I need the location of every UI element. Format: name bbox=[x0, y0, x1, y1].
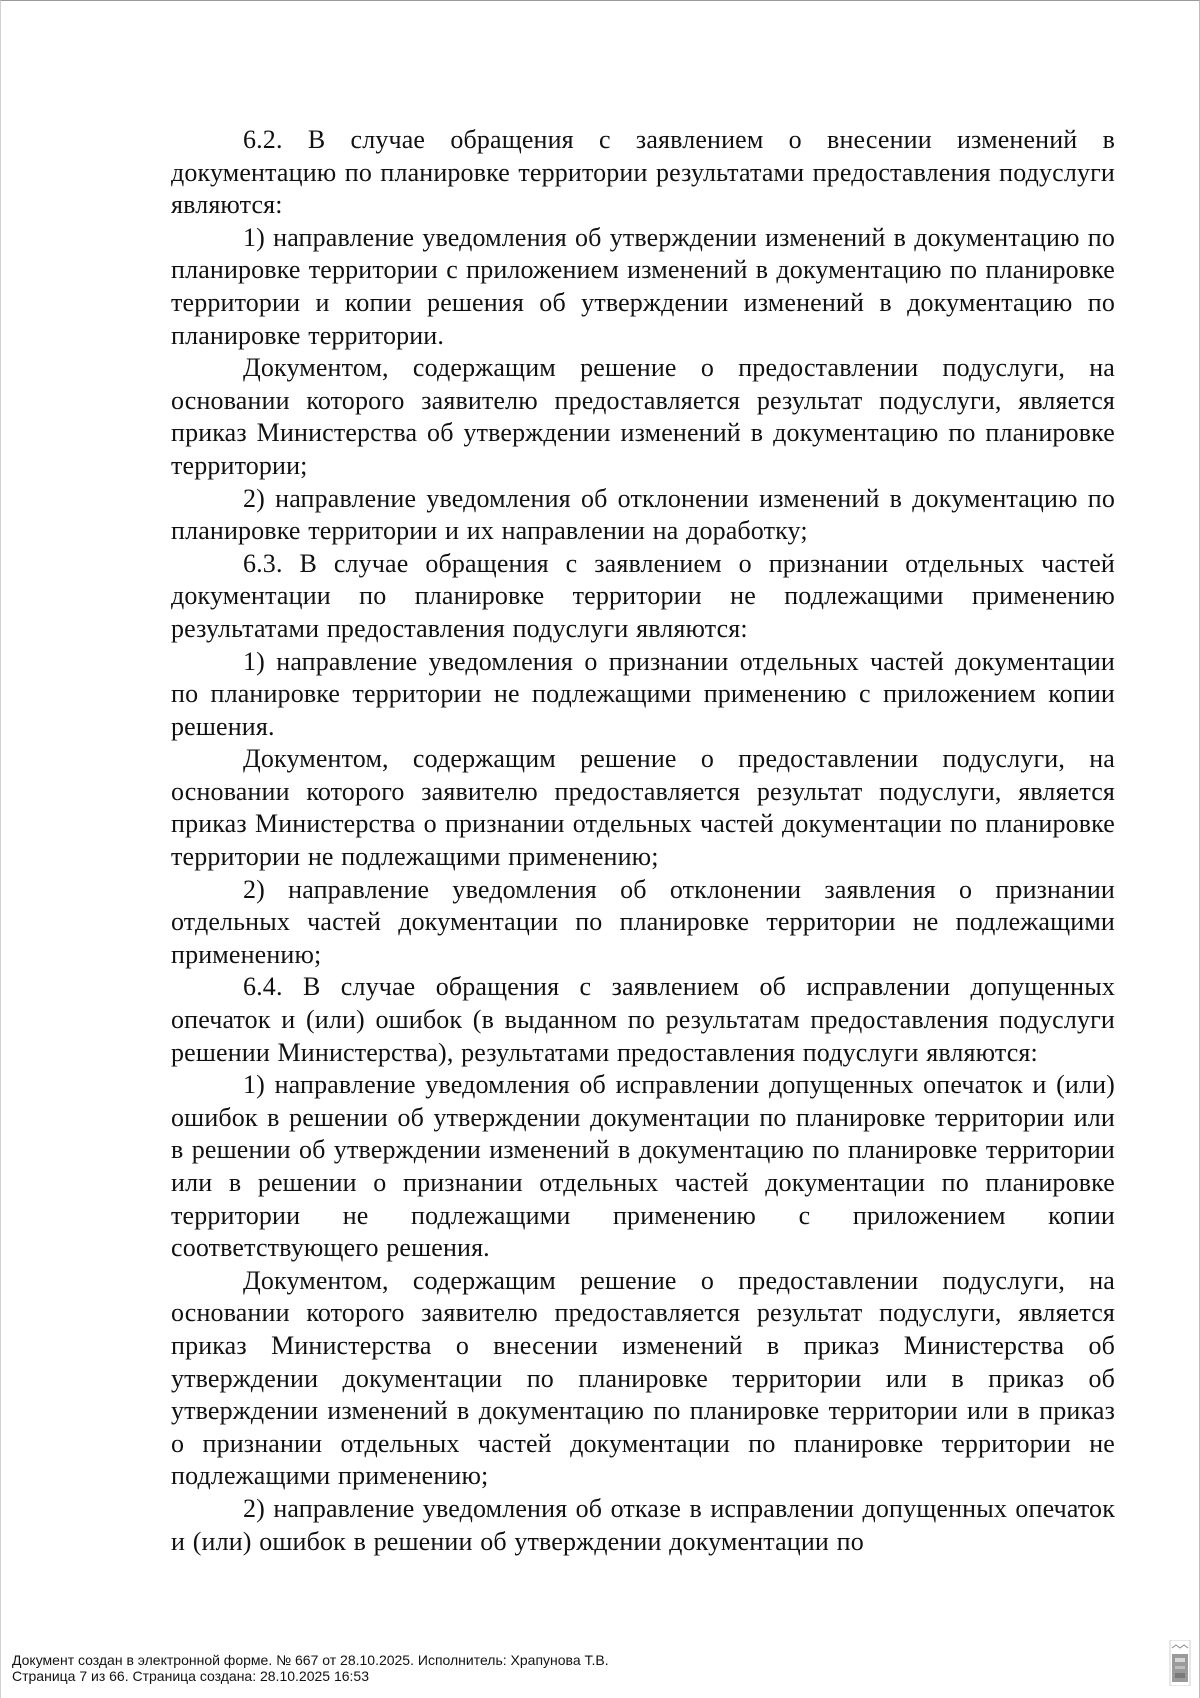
paragraph-6-2-item-1: 1) направление уведомления об утверждении изменений в документацию по планировке территории с приложением изменений в документацию по планировке территории и копии решения об утверждении изменений в документацию по планировке территории. bbox=[171, 222, 1115, 350]
document-body bbox=[171, 124, 1115, 1558]
paragraph-6-3-item-2: 2) направление уведомления об отклонении заявления о признании отдельных частей документации по планировке территории не подлежащими применению; bbox=[171, 874, 1115, 969]
paragraph-6-2-item-2: 2) направление уведомления об отклонении изменений в документацию по планировке территории и их направлении на доработку; bbox=[171, 483, 1115, 546]
footer-line-created: Документ создан в электронной форме. № 667 от 28.10.2025. Исполнитель: Храпунова Т.В. bbox=[12, 1652, 609, 1668]
paragraph-6-2-decision: Документом, содержащим решение о предоставлении подуслуги, на основании которого заявителю предоставляется результат подуслуги, является приказ Министерства об утверждении изменений в документацию по планировке территории; bbox=[171, 353, 1115, 480]
emblem-icon bbox=[1168, 1640, 1192, 1686]
footer-line-page: Страница 7 из 66. Страница создана: 28.10.2025 16:53 bbox=[12, 1668, 369, 1684]
document-footer bbox=[12, 1652, 1112, 1684]
paragraph-6-2: 6.2. В случае обращения с заявлением о внесении изменений в документацию по планировке территории результатами предоставления подуслуги являются: bbox=[171, 125, 1115, 220]
paragraph-6-4-item-1: 1) направление уведомления об исправлении допущенных опечаток и (или) ошибок в решении об утверждении документации по планировке территории или в решении об утверждении изменений в документацию по планировке территории или в решении о признании отдельных частей документации по планировке территории не подлежащими применению с приложением копии соответствующего решения. bbox=[171, 1070, 1115, 1263]
paragraph-6-4-item-2: 2) направление уведомления об отказе в исправлении допущенных опечаток и (или) ошибок в решении об утверждении документации по bbox=[171, 1493, 1115, 1556]
paragraph-6-3-item-1: 1) направление уведомления о признании отдельных частей документации по планировке территории не подлежащими применению с приложением копии решения. bbox=[171, 646, 1115, 741]
paragraph-6-4-decision: Документом, содержащим решение о предоставлении подуслуги, на основании которого заявителю предоставляется результат подуслуги, является приказ Министерства о внесении изменений в приказ Министерства об утверждении документации по планировке территории или в приказ об утверждении изменений в документацию по планировке территории или в приказ о признании отдельных частей документации по планировке территории не подлежащими применению; bbox=[171, 1265, 1115, 1491]
paragraph-6-4: 6.4. В случае обращения с заявлением об исправлении допущенных опечаток и (или) ошибок (в выданном по результатам предоставления подуслуги решении Министерства), результатами предоставления подуслуги являются: bbox=[171, 972, 1115, 1067]
paragraph-6-3-decision: Документом, содержащим решение о предоставлении подуслуги, на основании которого заявителю предоставляется результат подуслуги, является приказ Министерства о признании отдельных частей документации по планировке территории не подлежащими применению; bbox=[171, 744, 1115, 872]
paragraph-6-3: 6.3. В случае обращения с заявлением о признании отдельных частей документации по планировке территории не подлежащими применению результатами предоставления подуслуги являются: bbox=[171, 548, 1115, 643]
